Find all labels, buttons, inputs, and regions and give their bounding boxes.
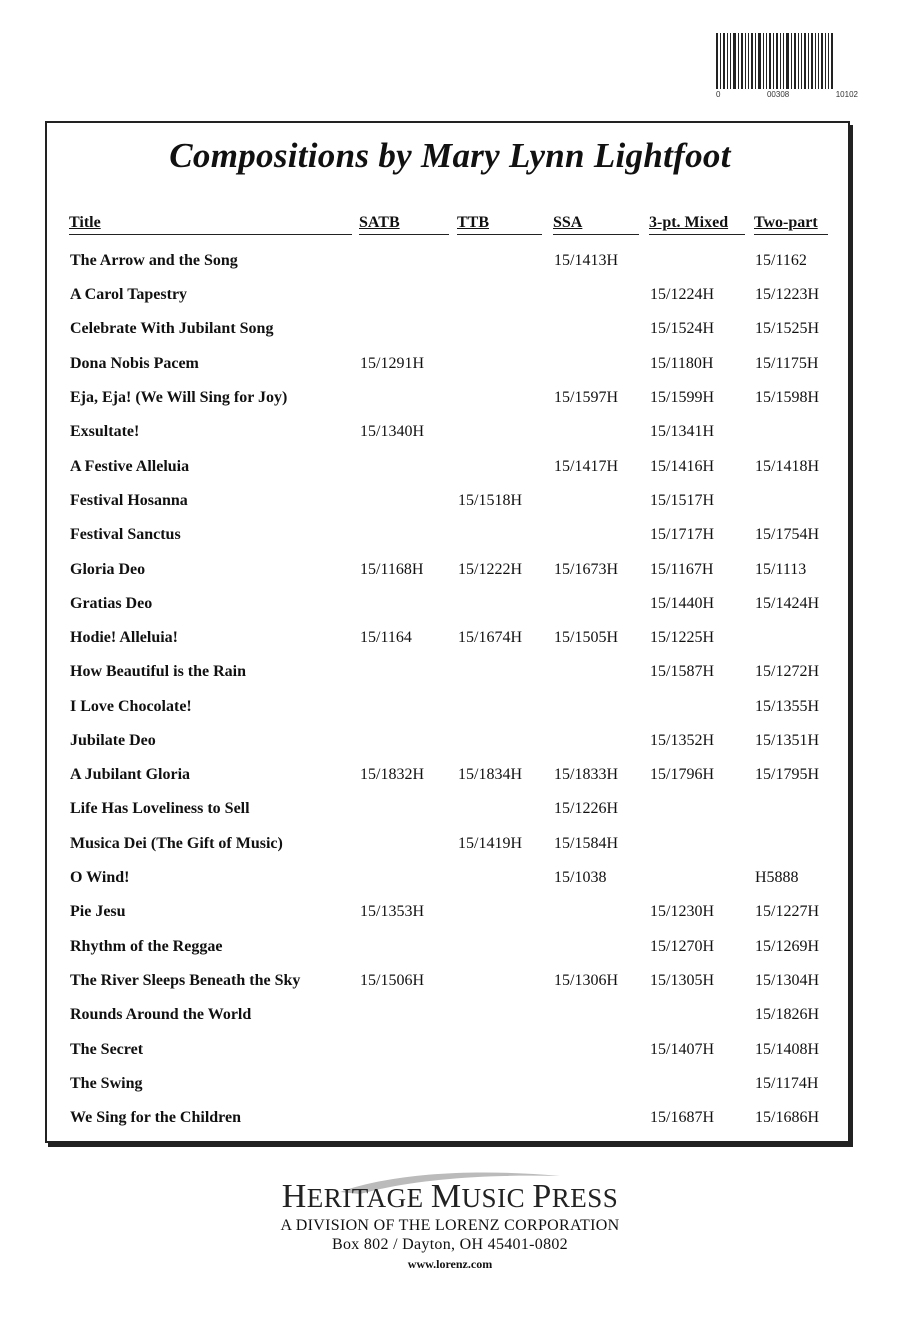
row-title: The River Sleeps Beneath the Sky xyxy=(70,972,301,989)
cell-mixed: 15/1717H xyxy=(650,526,714,543)
cell-two-part: 15/1795H xyxy=(755,766,819,783)
table-row xyxy=(0,1041,900,1063)
column-header-satb: SATB xyxy=(359,214,400,231)
publisher-name-part: P xyxy=(532,1178,552,1215)
cell-satb: 15/1832H xyxy=(360,766,424,783)
publisher-name xyxy=(0,1178,900,1216)
cell-mixed: 15/1416H xyxy=(650,458,714,475)
cell-satb: 15/1506H xyxy=(360,972,424,989)
barcode-bars xyxy=(716,33,858,89)
publisher-website[interactable]: www.lorenz.com xyxy=(407,1257,493,1271)
row-title: Eja, Eja! (We Will Sing for Joy) xyxy=(70,389,288,406)
table-row xyxy=(0,286,900,308)
page-title: Compositions by Mary Lynn Lightfoot xyxy=(169,136,731,175)
row-title: I Love Chocolate! xyxy=(70,698,192,715)
row-title: A Jubilant Gloria xyxy=(70,766,191,783)
column-header-title: Title xyxy=(69,214,101,231)
row-title: Rounds Around the World xyxy=(70,1006,252,1023)
row-title: A Carol Tapestry xyxy=(70,286,188,303)
cell-satb: 15/1291H xyxy=(360,355,424,372)
cell-two-part: 15/1686H xyxy=(755,1109,819,1126)
table-row xyxy=(0,1109,900,1131)
row-title: Hodie! Alleluia! xyxy=(70,629,178,646)
table-row xyxy=(0,869,900,891)
cell-two-part: 15/1418H xyxy=(755,458,819,475)
publisher-name-part: RESS xyxy=(551,1183,619,1213)
row-title: Celebrate With Jubilant Song xyxy=(70,320,274,337)
cell-mixed: 15/1440H xyxy=(650,595,714,612)
cell-ssa: 15/1038 xyxy=(554,869,607,886)
cell-two-part: 15/1424H xyxy=(755,595,819,612)
barcode-number: 10102 xyxy=(835,90,858,99)
cell-two-part: 15/1223H xyxy=(755,286,819,303)
cell-mixed: 15/1224H xyxy=(650,286,714,303)
cell-two-part: 15/1269H xyxy=(755,938,819,955)
table-row xyxy=(0,1006,900,1028)
table-row xyxy=(0,492,900,514)
row-title: Pie Jesu xyxy=(70,903,126,920)
cell-mixed: 15/1180H xyxy=(650,355,714,372)
cell-ssa: 15/1584H xyxy=(554,835,618,852)
column-header-ssa: SSA xyxy=(553,214,583,231)
row-title: A Festive Alleluia xyxy=(70,458,190,475)
row-title: We Sing for the Children xyxy=(70,1109,241,1126)
row-title: The Secret xyxy=(70,1041,144,1058)
header-rule xyxy=(754,234,828,235)
publisher-name-part: M xyxy=(430,1178,462,1215)
table-row xyxy=(0,938,900,960)
row-title: Life Has Loveliness to Sell xyxy=(70,800,250,817)
row-title: Dona Nobis Pacem xyxy=(70,355,199,372)
cell-ssa: 15/1226H xyxy=(554,800,618,817)
cell-mixed: 15/1524H xyxy=(650,320,714,337)
cell-mixed: 15/1407H xyxy=(650,1041,714,1058)
publisher-name-part: USIC xyxy=(461,1183,533,1213)
column-header-ttb: TTB xyxy=(457,214,490,231)
row-title: The Arrow and the Song xyxy=(70,252,238,269)
cell-ssa: 15/1597H xyxy=(554,389,618,406)
cell-ttb: 15/1419H xyxy=(458,835,522,852)
cell-mixed: 15/1599H xyxy=(650,389,714,406)
cell-mixed: 15/1687H xyxy=(650,1109,714,1126)
publisher-block xyxy=(0,1178,900,1272)
row-title: Rhythm of the Reggae xyxy=(70,938,223,955)
table-row xyxy=(0,1075,900,1097)
cell-satb: 15/1164 xyxy=(360,629,412,646)
publisher-division: A DIVISION OF THE LORENZ CORPORATION xyxy=(280,1217,620,1234)
cell-ttb: 15/1222H xyxy=(458,561,522,578)
table-row xyxy=(0,355,900,377)
cell-ssa: 15/1306H xyxy=(554,972,618,989)
table-row xyxy=(0,972,900,994)
cell-two-part: H5888 xyxy=(755,869,799,886)
publisher-address: Box 802 / Dayton, OH 45401-0802 xyxy=(332,1236,568,1253)
cell-mixed: 15/1796H xyxy=(650,766,714,783)
header-rule xyxy=(553,234,639,235)
cell-ssa: 15/1413H xyxy=(554,252,618,269)
barcode-number: 0 xyxy=(716,90,721,99)
publisher-name-part: H xyxy=(281,1178,307,1215)
row-title: O Wind! xyxy=(70,869,130,886)
table-row xyxy=(0,320,900,342)
cell-two-part: 15/1754H xyxy=(755,526,819,543)
cell-mixed: 15/1341H xyxy=(650,423,714,440)
row-title: Gloria Deo xyxy=(70,561,146,578)
table-row xyxy=(0,800,900,822)
cell-ssa: 15/1505H xyxy=(554,629,618,646)
cell-mixed: 15/1270H xyxy=(650,938,714,955)
cell-two-part: 15/1227H xyxy=(755,903,819,920)
cell-mixed: 15/1230H xyxy=(650,903,714,920)
cell-ttb: 15/1518H xyxy=(458,492,522,509)
table-row xyxy=(0,458,900,480)
table-row xyxy=(0,732,900,754)
cell-mixed: 15/1517H xyxy=(650,492,714,509)
cell-mixed: 15/1225H xyxy=(650,629,714,646)
barcode-number: 00308 xyxy=(766,90,790,99)
table-row xyxy=(0,252,900,274)
cell-two-part: 15/1272H xyxy=(755,663,819,680)
cell-two-part: 15/1174H xyxy=(755,1075,819,1092)
header-rule xyxy=(457,234,542,235)
cell-satb: 15/1353H xyxy=(360,903,424,920)
cell-two-part: 15/1525H xyxy=(755,320,819,337)
row-title: Festival Hosanna xyxy=(70,492,188,509)
cell-satb: 15/1168H xyxy=(360,561,424,578)
row-title: Jubilate Deo xyxy=(70,732,156,749)
header-rule xyxy=(69,234,352,235)
cell-mixed: 15/1305H xyxy=(650,972,714,989)
table-row xyxy=(0,698,900,720)
table-row xyxy=(0,389,900,411)
cell-two-part: 15/1162 xyxy=(755,252,807,269)
barcode-numbers xyxy=(716,90,858,101)
cell-ssa: 15/1673H xyxy=(554,561,618,578)
header-rule xyxy=(359,234,449,235)
table-row xyxy=(0,766,900,788)
table-row xyxy=(0,835,900,857)
cell-satb: 15/1340H xyxy=(360,423,424,440)
cell-ssa: 15/1833H xyxy=(554,766,618,783)
column-header-two-part: Two-part xyxy=(754,214,818,231)
table-row xyxy=(0,663,900,685)
table-row xyxy=(0,629,900,651)
row-title: Festival Sanctus xyxy=(70,526,181,543)
table-row xyxy=(0,561,900,583)
cell-mixed: 15/1587H xyxy=(650,663,714,680)
table-row xyxy=(0,423,900,445)
row-title: The Swing xyxy=(70,1075,143,1092)
table-header xyxy=(0,214,900,236)
row-title: How Beautiful is the Rain xyxy=(70,663,247,680)
cell-two-part: 15/1598H xyxy=(755,389,819,406)
row-title: Musica Dei (The Gift of Music) xyxy=(70,835,283,852)
publisher-name-part: ERITAGE xyxy=(306,1183,431,1213)
cell-two-part: 15/1351H xyxy=(755,732,819,749)
column-header-3pt-mixed: 3-pt. Mixed xyxy=(649,214,729,231)
cell-two-part: 15/1304H xyxy=(755,972,819,989)
barcode xyxy=(716,33,858,103)
header-rule xyxy=(649,234,745,235)
cell-ssa: 15/1417H xyxy=(554,458,618,475)
table-row xyxy=(0,903,900,925)
cell-mixed: 15/1167H xyxy=(650,561,714,578)
cell-two-part: 15/1113 xyxy=(755,561,807,578)
cell-two-part: 15/1175H xyxy=(755,355,819,372)
cell-two-part: 15/1355H xyxy=(755,698,819,715)
table-row xyxy=(0,595,900,617)
cell-two-part: 15/1408H xyxy=(755,1041,819,1058)
cell-ttb: 15/1674H xyxy=(458,629,522,646)
row-title: Gratias Deo xyxy=(70,595,153,612)
cell-two-part: 15/1826H xyxy=(755,1006,819,1023)
row-title: Exsultate! xyxy=(70,423,140,440)
cell-ttb: 15/1834H xyxy=(458,766,522,783)
cell-mixed: 15/1352H xyxy=(650,732,714,749)
table-row xyxy=(0,526,900,548)
